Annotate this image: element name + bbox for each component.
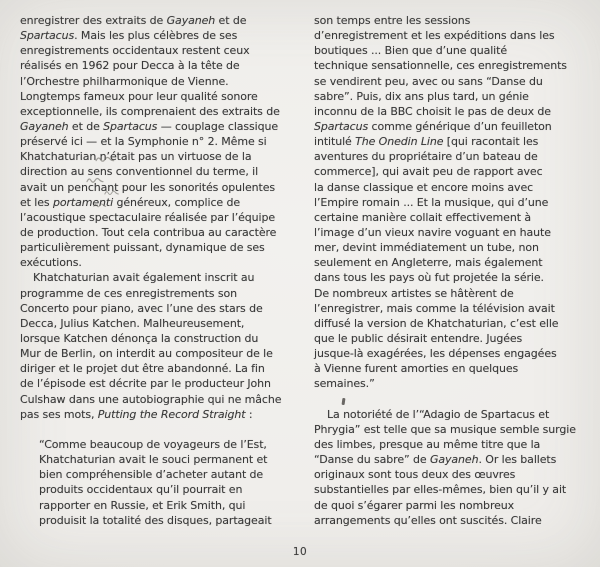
text-line (314, 346, 590, 361)
text-segment: arrangements qu’elles ont suscités. Claire (314, 513, 542, 527)
text-segment: intitulé (314, 135, 356, 149)
text-segment: substantielles par elles-mêmes, bien qu’il y ait (314, 483, 567, 497)
text-line (20, 270, 308, 285)
text-line (314, 437, 590, 452)
text-segment: de l’épisode est décrite par le producteur John (20, 377, 271, 391)
text-line (39, 437, 308, 452)
text-line (20, 331, 308, 346)
text-line (314, 482, 590, 497)
text-segment: d’enregistrement et les expéditions dans les (314, 29, 555, 43)
quote-block (20, 437, 308, 528)
text-segment: dans tous les pays où fut projetée la série. (314, 271, 544, 285)
text-segment: Phrygia” est telle que sa musique semble surgie (314, 422, 576, 436)
text-line (314, 422, 590, 437)
text-segment: de production. Tout cela contribua au caractère (20, 225, 277, 239)
text-segment: jusque-là exagérées, les dépenses engagées (314, 347, 557, 361)
text-line (314, 255, 590, 270)
text-segment: Spartacus (20, 29, 75, 43)
text-line (20, 225, 308, 240)
text-segment: comme générique d’un feuilleton (368, 119, 552, 133)
text-line (20, 74, 308, 89)
text-segment: De nombreux artistes se hâtèrent de (314, 286, 514, 300)
text-line (314, 104, 590, 119)
text-segment: et les (20, 195, 53, 209)
text-line (20, 240, 308, 255)
text-line (20, 392, 308, 407)
text-segment: pas ses mots, (20, 407, 98, 421)
text-segment: direction au sens conventionnel du terme, il (20, 165, 259, 179)
text-line (314, 301, 590, 316)
text-segment: commerce], qui avait peu de rapport avec (314, 165, 543, 179)
text-line (20, 255, 308, 270)
text-segment: produisit la totalité des disques, partageait (39, 513, 272, 527)
text-line (20, 210, 308, 225)
text-line (20, 28, 308, 43)
text-line (20, 316, 308, 331)
text-line (314, 452, 590, 467)
text-segment: technique sensationnelle, ces enregistrements (314, 59, 567, 73)
text-segment: seulement en Angleterre, mais également (314, 256, 543, 270)
text-line (39, 482, 308, 497)
text-line (314, 225, 590, 240)
text-segment: diriger et le projet dut être abandonné. La fin (20, 362, 265, 376)
text-segment: l’image d’un vieux navire voguant en haute (314, 225, 551, 239)
text-segment: Gayaneh (166, 14, 216, 27)
text-segment: exécutions. (20, 256, 82, 270)
paragraph-block (314, 407, 590, 528)
text-line (39, 467, 308, 482)
text-line (20, 286, 308, 301)
text-segment: avait un penchant pour les sonorités opulentes (20, 180, 276, 194)
paragraph-block (20, 270, 308, 421)
text-segment: la danse classique et encore moins avec (314, 180, 534, 194)
text-segment: . Or les ballets (478, 453, 557, 467)
text-segment: semaines.” (314, 377, 375, 391)
text-segment: enregistrer des extraits de (20, 14, 167, 27)
text-segment: portamenti (52, 195, 114, 209)
text-segment: inconnu de la BBC choisit le pas de deux de (314, 104, 551, 118)
text-segment: sabre”. Puis, dix ans plus tard, un génie (314, 89, 529, 103)
text-line (20, 134, 308, 149)
text-line (314, 361, 590, 376)
text-segment: diffusé la version de Khatchaturian, c’est elle (314, 316, 559, 330)
text-segment: son temps entre les sessions (314, 14, 471, 27)
text-segment: rapporter en Russie, et Erik Smith, qui (39, 498, 246, 512)
text-line (20, 164, 308, 179)
text-line (20, 195, 308, 210)
text-line (314, 270, 590, 285)
text-segment: produits occidentaux qu’il pourrait en (39, 483, 243, 497)
text-segment: . Mais les plus célèbres de ses (74, 29, 238, 43)
text-segment: : (245, 407, 253, 421)
text-segment: des limbes, presque au même titre que la (314, 437, 541, 451)
text-line (39, 498, 308, 513)
text-segment: Spartacus (103, 119, 158, 133)
text-segment: certaine manière collait effectivement à (314, 210, 531, 224)
text-line (20, 13, 308, 28)
text-line (20, 43, 308, 58)
paragraph-block (20, 13, 308, 270)
text-line (20, 301, 308, 316)
text-segment: l’Empire romain ... Et la musique, qui d’une (314, 195, 549, 209)
text-line (20, 89, 308, 104)
text-segment: Putting the Record Straight (97, 407, 246, 421)
text-segment: et de (215, 14, 247, 27)
text-line (314, 134, 590, 149)
text-line (314, 164, 590, 179)
text-segment: originaux sont tous deux des œuvres (314, 468, 516, 482)
text-line (20, 149, 308, 164)
text-segment: enregistrements occidentaux restent ceux (20, 44, 250, 58)
text-line (314, 43, 590, 58)
text-segment: Mur de Berlin, on interdit au compositeur de le (20, 347, 273, 361)
text-segment: — couplage classique (157, 119, 279, 133)
text-segment: lorsque Katchen dénonça la construction du (20, 331, 259, 345)
text-segment: de quoi s’égarer parmi les nombreux (314, 498, 515, 512)
text-line (314, 286, 590, 301)
text-line (314, 467, 590, 482)
text-segment: préservé ici — et la Symphonie n° 2. Même si (20, 135, 267, 149)
text-line (314, 89, 590, 104)
text-line (20, 180, 308, 195)
text-line (314, 180, 590, 195)
text-segment: généreux, complice de (113, 195, 241, 209)
text-line (314, 195, 590, 210)
text-line (20, 119, 308, 134)
text-segment: réalisés en 1962 pour Decca à la tête de (20, 59, 240, 73)
text-line (20, 407, 308, 422)
text-line (314, 28, 590, 43)
text-segment: bien compréhensible d’acheter autant de (39, 468, 264, 482)
text-segment: aventures du propriétaire d’un bateau de (314, 150, 538, 164)
text-segment: Spartacus (314, 119, 369, 133)
text-segment: Culshaw dans une autobiographie qui ne mâche (20, 392, 282, 406)
text-segment: “Comme beaucoup de voyageurs de l’Est, (39, 437, 267, 451)
text-segment: l’Orchestre philharmonique de Vienne. (20, 74, 229, 88)
text-line (314, 376, 590, 391)
text-segment: l’enregistrer, mais comme la télévision avait (314, 301, 555, 315)
text-line (39, 513, 308, 528)
text-line (314, 240, 590, 255)
text-column-right (314, 13, 590, 528)
text-line (314, 316, 590, 331)
text-line (39, 452, 308, 467)
text-segment: The Onedin Line (355, 135, 444, 149)
text-segment: particulièrement puissant, dynamique de ses (20, 241, 265, 255)
text-line (314, 407, 590, 422)
text-segment: Longtemps fameux pour leur qualité sonore (20, 89, 258, 103)
text-segment: exceptionnelle, ils comprenaient des extraits de (20, 104, 280, 118)
text-line (20, 376, 308, 391)
text-line (314, 119, 590, 134)
text-segment: à Vienne furent amorties en quelques (314, 362, 519, 376)
page-number: 10 (292, 546, 308, 558)
text-segment: Khatchaturian n’était pas un virtuose de la (20, 150, 252, 164)
text-segment: mer, devint immédiatement un tube, non (314, 241, 539, 255)
text-segment: que le public désirait entendre. Jugées (314, 331, 523, 345)
text-segment: et de (68, 119, 104, 133)
text-segment: se vendirent peu, avec ou sans “Danse du (314, 74, 543, 88)
text-segment: boutiques ... Bien que d’une qualité (314, 44, 508, 58)
text-segment: Gayaneh (20, 119, 69, 133)
text-segment: Concerto pour piano, avec l’une des stars de (20, 301, 263, 315)
text-segment: Khatchaturian avait également inscrit au (33, 271, 255, 285)
text-line (20, 361, 308, 376)
text-line (314, 149, 590, 164)
text-column-left (20, 13, 308, 528)
text-segment: [qui racontait les (443, 135, 539, 149)
text-segment: “Danse du sabre” de (314, 453, 430, 467)
text-line (314, 13, 590, 28)
text-line (20, 104, 308, 119)
text-segment: La notoriété de l’“Adagio de Spartacus et (327, 407, 550, 421)
text-line (314, 74, 590, 89)
text-line (20, 346, 308, 361)
quote-block (314, 13, 590, 392)
text-line (314, 210, 590, 225)
text-line (314, 498, 590, 513)
text-segment: Gayaneh (429, 453, 479, 467)
text-line (314, 513, 590, 528)
text-segment: Khatchaturian avait le souci permanent et (39, 453, 268, 467)
text-line (20, 58, 308, 73)
text-segment: Decca, Julius Katchen. Malheureusement, (20, 316, 245, 330)
text-line (314, 331, 590, 346)
text-segment: programme de ces enregistrements son (20, 286, 237, 300)
text-segment: l’acoustique spectaculaire réalisée par l’équipe (20, 210, 276, 224)
text-line (314, 58, 590, 73)
